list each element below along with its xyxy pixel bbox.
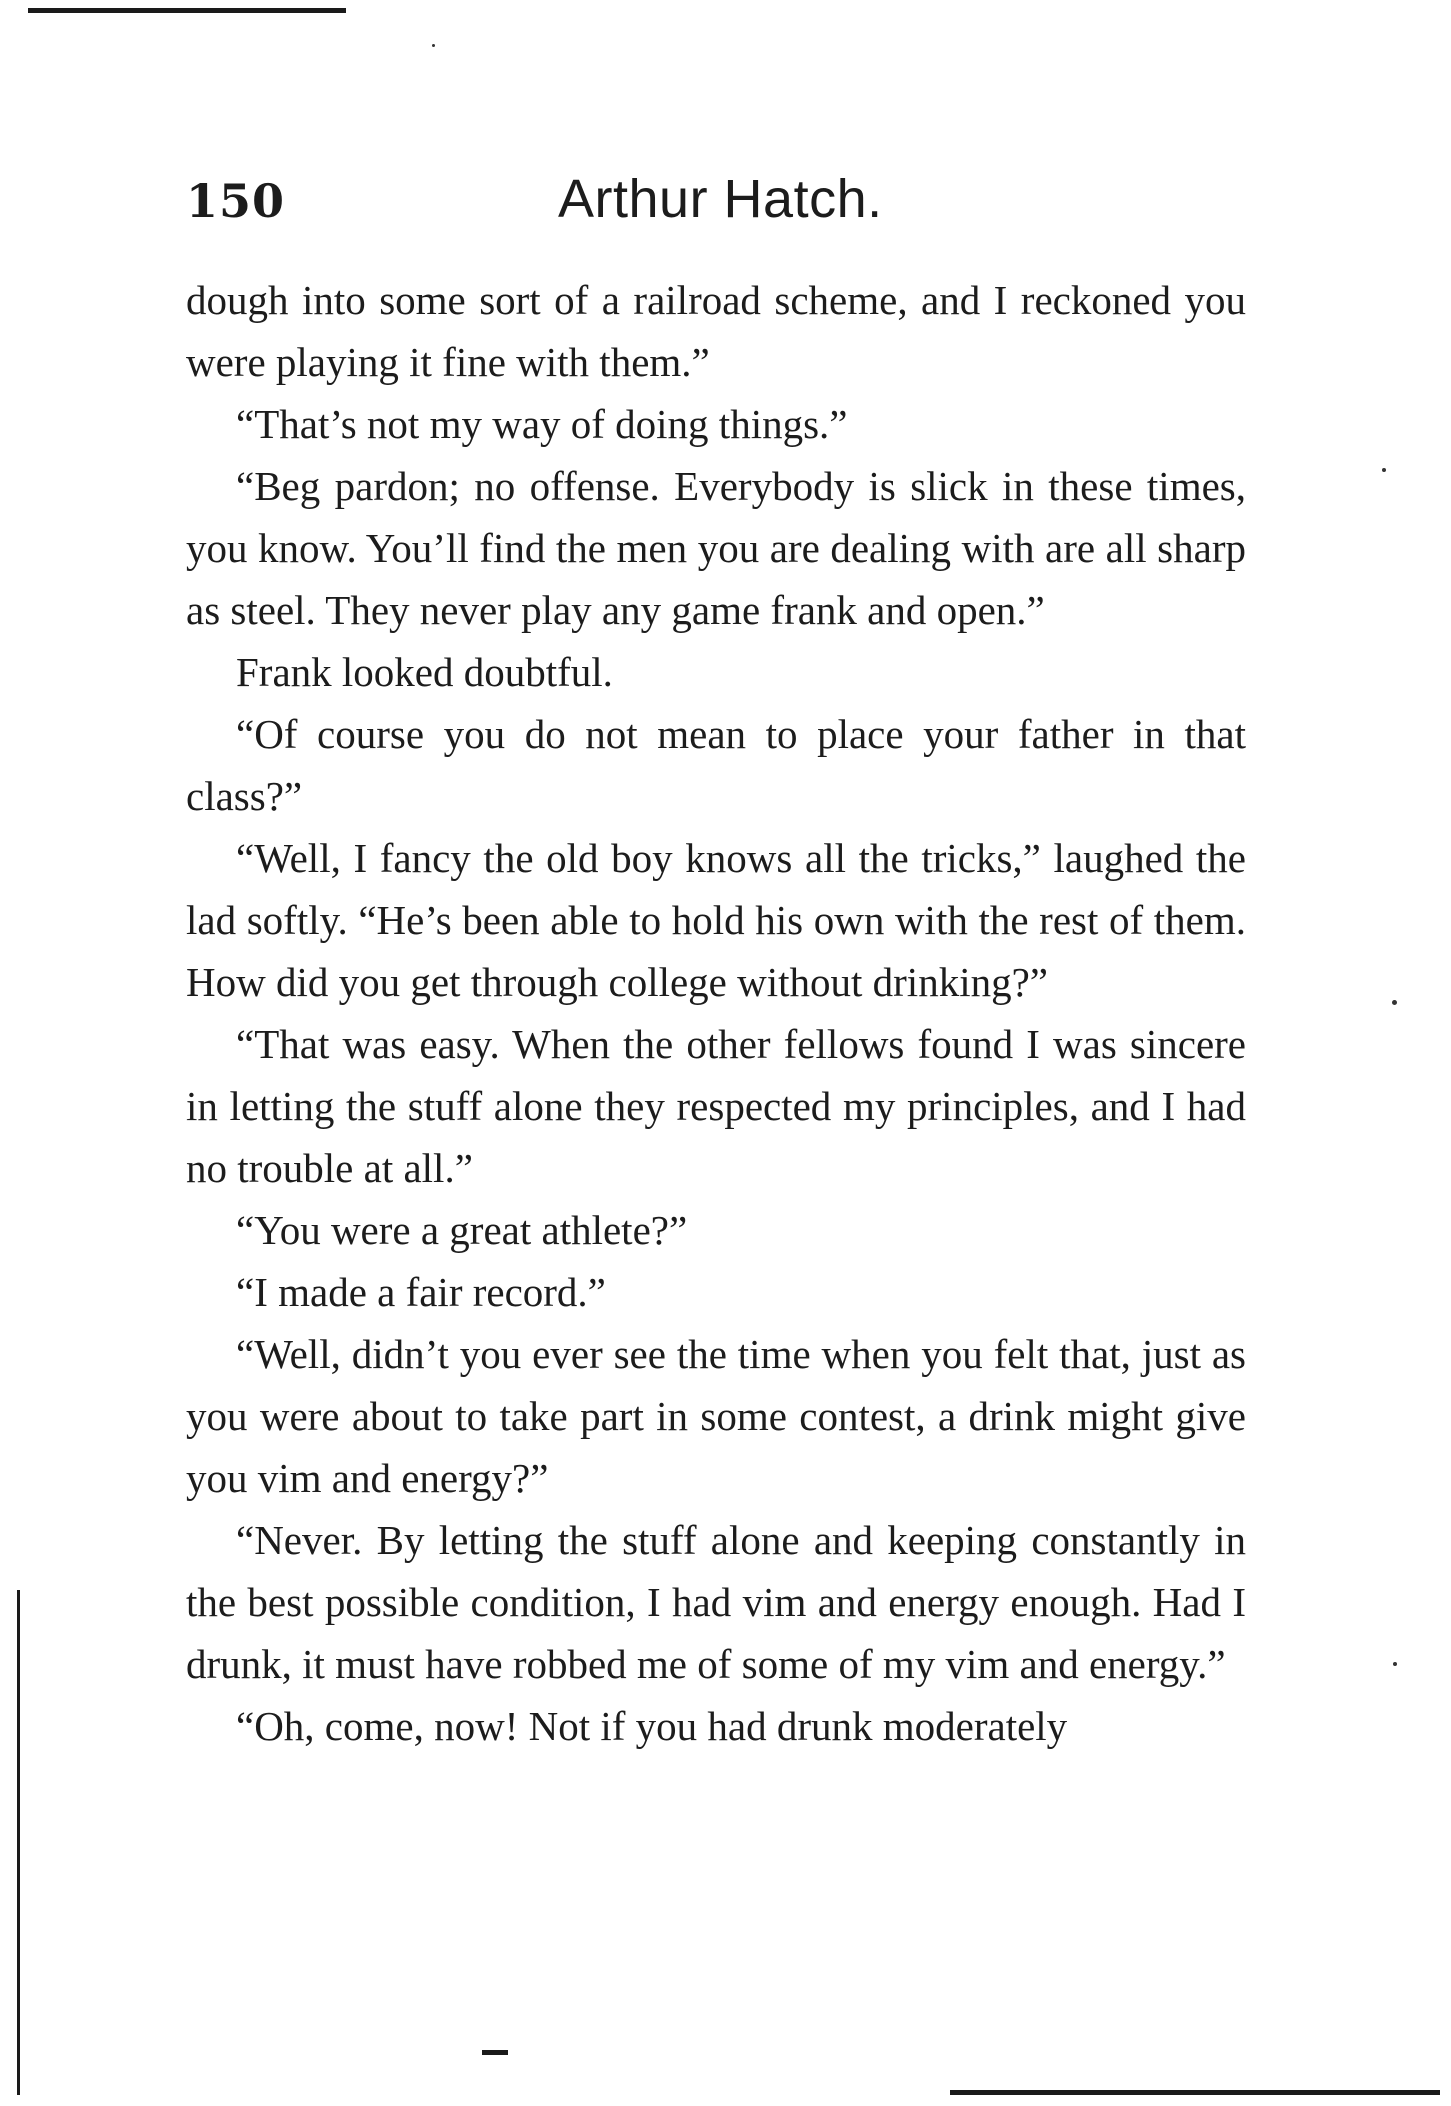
page-header [186,168,1246,238]
paragraph: “That’s not my way of doing things.” [236,401,848,447]
paragraph: “I made a fair record.” [236,1269,606,1315]
paragraph: “That was easy. When the other fellows found I was sincere in letting the stuff alone they respected my principles, and I had no trouble at all.” [186,1021,1246,1191]
page-number: 150 [186,174,286,228]
speck [1392,1000,1397,1005]
paragraph: “Never. By letting the stuff alone and keeping constantly in the best possible condition, I had vim and energy enough. Had I drunk, it must have robbed me of some of my vim and energy.” [186,1517,1246,1687]
speck [432,44,435,47]
speck [1393,1662,1397,1666]
bottom-rule [950,2090,1440,2095]
paragraph: dough into some sort of a railroad scheme, and I reckoned you were playing it fine with them.” [186,277,1246,385]
paragraph: “Of course you do not mean to place your father in that class?” [186,711,1246,819]
paragraph: “Well, I fancy the old boy knows all the tricks,” laughed the lad softly. “He’s been able to hold his own with the rest of them. How did you get through college without drinking?” [186,835,1246,1005]
paragraph: “Well, didn’t you ever see the time when you felt that, just as you were about to take part in some contest, a drink might give you vim and energy?” [186,1331,1246,1501]
speck [1382,468,1386,472]
paragraph: Frank looked doubtful. [236,649,613,695]
left-margin-line [17,1590,20,2095]
paragraph: “Oh, come, now! Not if you had drunk moderately [236,1703,1068,1749]
paragraph: “Beg pardon; no offense. Everybody is slick in these times, you know. You’ll find the men you are dealing with are all sharp as steel. They never play any game frank and open.” [186,463,1246,633]
footer-dash [482,2050,508,2055]
page-body [186,269,1246,1757]
running-title: Arthur Hatch. [558,169,883,229]
top-rule [28,8,346,13]
paragraph: “You were a great athlete?” [236,1207,688,1253]
